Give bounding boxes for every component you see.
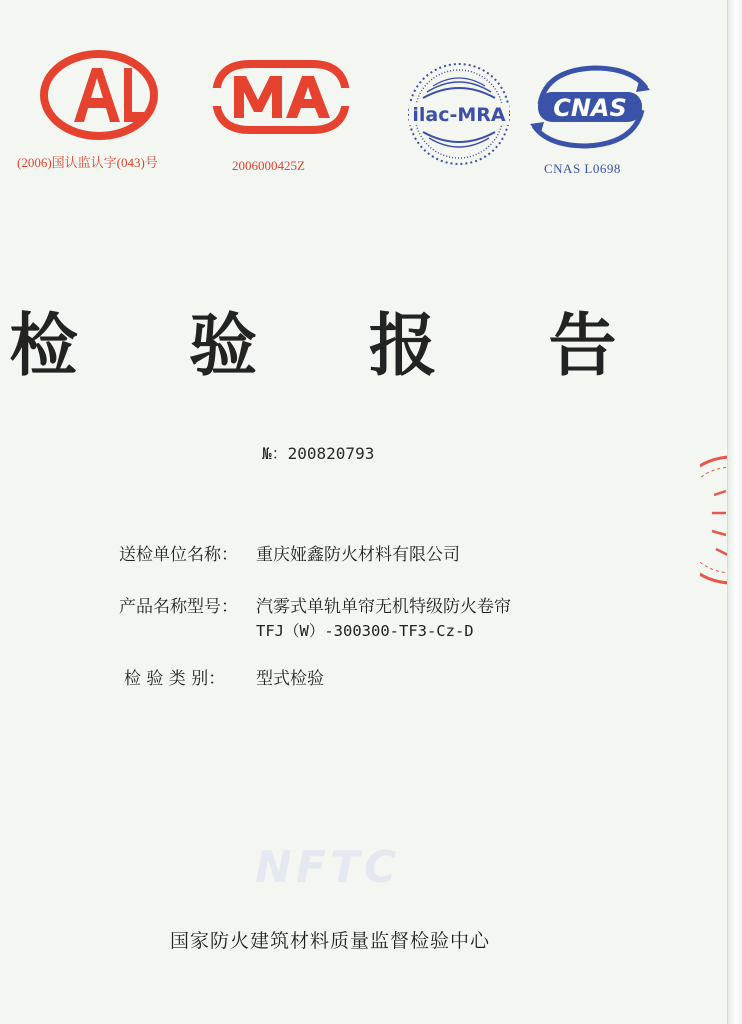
inspection-type-value: 型式检验: [256, 669, 324, 689]
page-title: 检 验 报 告: [9, 307, 661, 386]
product-name-value: 汽雾式单轨单帘无机特级防火卷帘: [256, 597, 511, 617]
client-value: 重庆娅鑫防火材料有限公司: [256, 545, 460, 565]
cma-cert-number: 2006000425Z: [232, 158, 305, 173]
cal-cert-number: (2006)国认监认字(043)号: [17, 155, 158, 170]
nftc-watermark: NFTC: [255, 842, 401, 893]
report-number: №：200820793: [262, 444, 375, 463]
page-edge: [727, 0, 742, 1024]
ilac-mra-text: ilac-MRA: [412, 104, 506, 126]
ilac-mra-logo: [403, 58, 515, 170]
cal-logo: [40, 50, 158, 140]
cnas-cert-number: CNAS L0698: [544, 161, 621, 176]
cnas-text: CNAS: [553, 94, 627, 122]
inspection-type-label: 检 验 类 别：: [124, 669, 226, 689]
cma-logo: [210, 58, 352, 136]
cnas-logo: [528, 60, 652, 156]
client-label: 送检单位名称：: [119, 545, 238, 565]
product-label: 产品名称型号：: [119, 597, 238, 617]
issuer-name: 国家防火建筑材料质量监督检验中心: [169, 930, 490, 952]
product-model-value: TFJ（W）-300300-TF3-Cz-D: [256, 622, 474, 640]
